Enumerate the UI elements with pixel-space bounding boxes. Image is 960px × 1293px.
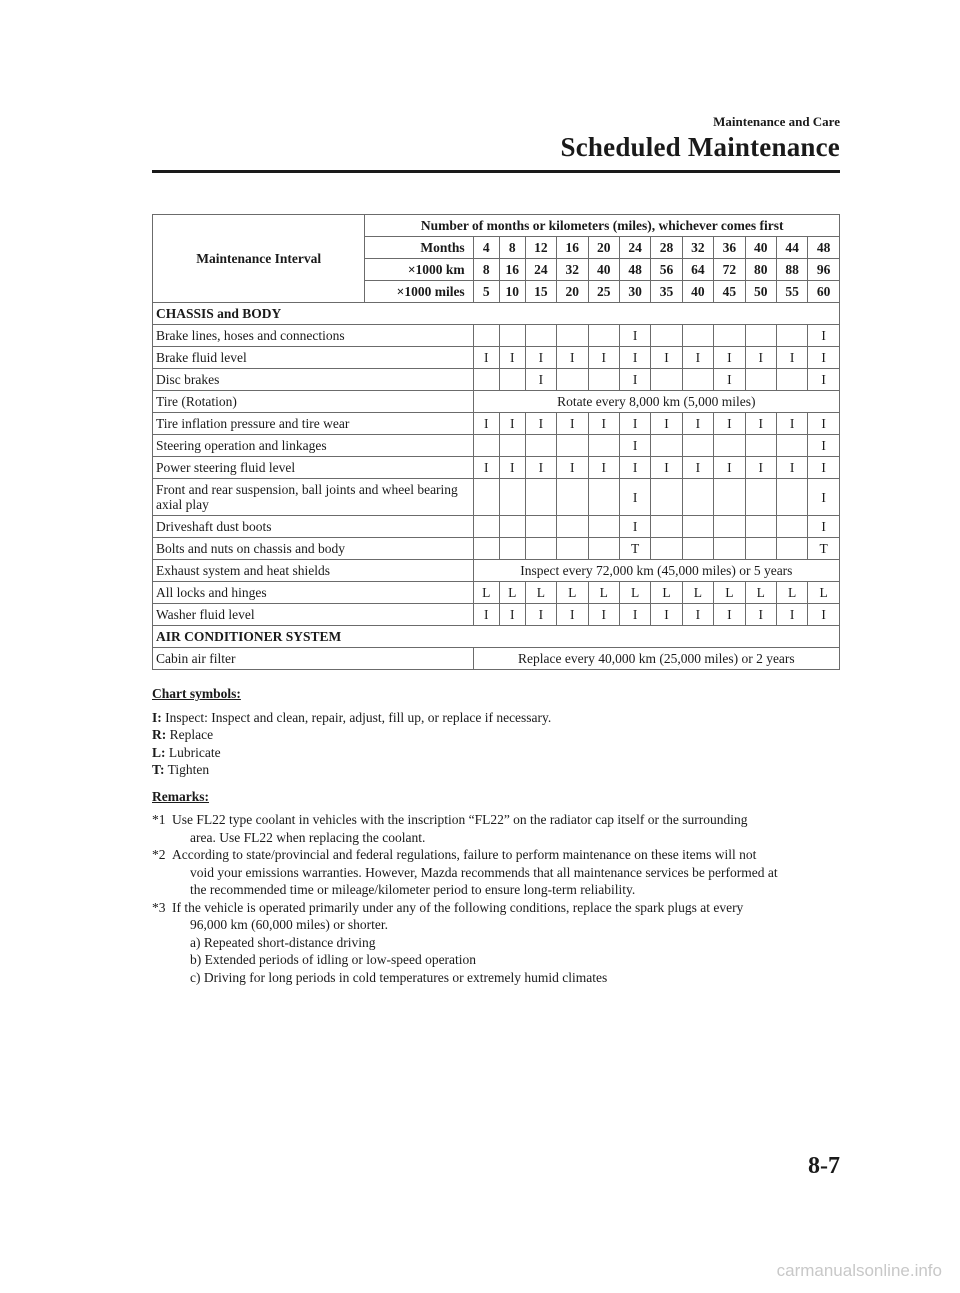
item-label: Cabin air filter (153, 648, 474, 670)
symbol-text: Lubricate (168, 744, 221, 760)
span-note: Inspect every 72,000 km (45,000 miles) or 5 years (473, 560, 839, 582)
schedule-cell (499, 369, 525, 391)
schedule-cell (473, 325, 499, 347)
schedule-cell (525, 435, 556, 457)
schedule-cell (651, 516, 682, 538)
schedule-cell: I (808, 457, 840, 479)
schedule-cell: I (776, 604, 807, 626)
table-row (153, 325, 840, 347)
schedule-cell: I (619, 325, 650, 347)
schedule-cell (588, 516, 619, 538)
schedule-cell: I (557, 413, 588, 435)
schedule-cell: I (776, 413, 807, 435)
remark-first-line: If the vehicle is operated primarily under any of the following conditions, replace the spark plugs at every (172, 899, 744, 915)
item-label: Brake fluid level (153, 347, 474, 369)
schedule-cell (651, 325, 682, 347)
schedule-cell: I (499, 604, 525, 626)
schedule-cell (651, 435, 682, 457)
schedule-cell: I (619, 347, 650, 369)
schedule-cell: L (651, 582, 682, 604)
schedule-cell: I (499, 457, 525, 479)
item-label: Front and rear suspension, ball joints and wheel bearing axial play (153, 479, 474, 516)
remark-continuation: 96,000 km (60,000 miles) or shorter. (190, 917, 388, 932)
item-label: Power steering fluid level (153, 457, 474, 479)
schedule-cell: I (557, 347, 588, 369)
remark-text (172, 899, 840, 987)
item-label: Tire inflation pressure and tire wear (153, 413, 474, 435)
symbol-key: T: (152, 762, 165, 777)
schedule-cell: L (619, 582, 650, 604)
item-label: Driveshaft dust boots (153, 516, 474, 538)
schedule-cell: L (473, 582, 499, 604)
schedule-cell (745, 538, 776, 560)
interval-value: 48 (808, 237, 840, 259)
schedule-cell (588, 325, 619, 347)
item-label: Tire (Rotation) (153, 391, 474, 413)
schedule-cell: I (557, 457, 588, 479)
interval-value: 32 (557, 259, 588, 281)
interval-value: 16 (557, 237, 588, 259)
schedule-cell: I (808, 369, 840, 391)
item-label: Steering operation and linkages (153, 435, 474, 457)
schedule-cell (473, 516, 499, 538)
schedule-cell (745, 369, 776, 391)
schedule-cell: I (808, 516, 840, 538)
schedule-cell (499, 325, 525, 347)
interval-unit: ×1000 km (365, 259, 473, 281)
schedule-cell (588, 369, 619, 391)
interval-value: 55 (776, 281, 807, 303)
schedule-cell (588, 435, 619, 457)
table-row (153, 538, 840, 560)
symbol-item (152, 709, 840, 727)
schedule-cell: I (499, 347, 525, 369)
schedule-cell: I (745, 347, 776, 369)
remark-mark: *3 (152, 899, 166, 915)
schedule-cell (776, 538, 807, 560)
schedule-cell: I (619, 369, 650, 391)
schedule-cell (588, 538, 619, 560)
schedule-cell: I (776, 457, 807, 479)
schedule-cell: I (525, 604, 556, 626)
table-row (153, 435, 840, 457)
header-rule (152, 170, 840, 173)
interval-value: 40 (682, 281, 713, 303)
schedule-cell (682, 516, 713, 538)
schedule-cell: T (808, 538, 840, 560)
schedule-cell (776, 516, 807, 538)
interval-header: Number of months or kilometers (miles), whichever comes first (365, 215, 840, 237)
interval-value: 80 (745, 259, 776, 281)
schedule-cell (714, 479, 745, 516)
remark-first-line: According to state/provincial and federal regulations, failure to perform maintenance on these items will not (172, 847, 757, 862)
interval-value: 8 (499, 237, 525, 259)
item-label: Washer fluid level (153, 604, 474, 626)
schedule-cell: L (745, 582, 776, 604)
schedule-cell: I (808, 413, 840, 435)
schedule-cell: I (619, 413, 650, 435)
schedule-cell: I (651, 347, 682, 369)
schedule-cell (776, 435, 807, 457)
interval-value: 50 (745, 281, 776, 303)
schedule-cell: I (714, 457, 745, 479)
schedule-cell (682, 435, 713, 457)
page-number: 8-7 (808, 1153, 840, 1179)
schedule-cell: I (619, 435, 650, 457)
remark-sub-item: c) Driving for long periods in cold temperatures or extremely humid climates (190, 969, 608, 985)
schedule-cell (473, 435, 499, 457)
schedule-cell: I (745, 604, 776, 626)
symbol-key: L: (152, 744, 166, 760)
schedule-cell: L (776, 582, 807, 604)
table-row (153, 582, 840, 604)
schedule-cell: I (525, 413, 556, 435)
schedule-cell: I (808, 604, 840, 626)
remark-continuation: area. Use FL22 when replacing the coolant. (190, 829, 426, 845)
symbol-key: I: (152, 709, 162, 725)
schedule-cell: L (557, 582, 588, 604)
schedule-cell (557, 538, 588, 560)
section-name: Maintenance and Care (713, 114, 840, 129)
schedule-cell: I (745, 457, 776, 479)
schedule-cell (714, 435, 745, 457)
schedule-cell: L (525, 582, 556, 604)
chart-symbols-heading: Chart symbols: (152, 686, 241, 701)
table-row (153, 648, 840, 670)
schedule-cell (588, 479, 619, 516)
schedule-cell (745, 435, 776, 457)
interval-unit: Months (365, 237, 473, 259)
interval-value: 24 (619, 237, 650, 259)
item-label: All locks and hinges (153, 582, 474, 604)
schedule-cell: L (682, 582, 713, 604)
schedule-cell (682, 369, 713, 391)
remark-sub-item: a) Repeated short-distance driving (190, 934, 376, 950)
table-row (153, 391, 840, 413)
schedule-cell: I (525, 369, 556, 391)
schedule-cell (525, 325, 556, 347)
interval-value: 60 (808, 281, 840, 303)
schedule-cell: I (682, 347, 713, 369)
interval-value: 35 (651, 281, 682, 303)
schedule-cell: I (682, 457, 713, 479)
interval-value: 32 (682, 237, 713, 259)
span-note: Rotate every 8,000 km (5,000 miles) (473, 391, 839, 413)
table-row (153, 369, 840, 391)
notes (152, 685, 840, 986)
schedule-cell (776, 325, 807, 347)
page-header (561, 114, 840, 164)
schedule-cell (745, 516, 776, 538)
schedule-cell (557, 435, 588, 457)
section-label: CHASSIS and BODY (153, 303, 840, 325)
symbol-text: Tighten (167, 762, 210, 777)
interval-value: 24 (525, 259, 556, 281)
schedule-cell: I (619, 516, 650, 538)
schedule-cell: I (619, 604, 650, 626)
schedule-cell (473, 538, 499, 560)
remark-continuation: void your emissions warranties. However, Mazda recommends that all maintenance services be performed at (190, 864, 778, 880)
table-row (153, 516, 840, 538)
section-label: AIR CONDITIONER SYSTEM (153, 626, 840, 648)
remarks-heading: Remarks: (152, 788, 209, 804)
symbol-item (152, 726, 840, 744)
interval-value: 5 (473, 281, 499, 303)
schedule-cell (776, 479, 807, 516)
table-row (153, 347, 840, 369)
schedule-cell (682, 325, 713, 347)
schedule-cell (499, 516, 525, 538)
watermark: carmanualsonline.info (776, 1261, 942, 1280)
remark-text (172, 811, 840, 846)
remark-mark: *2 (152, 847, 166, 862)
remark-item (152, 899, 840, 987)
remarks-list (152, 811, 840, 986)
interval-value: 40 (588, 259, 619, 281)
symbol-item (152, 744, 840, 762)
table-header-row (153, 215, 840, 237)
remark-item (152, 811, 840, 846)
interval-value: 8 (473, 259, 499, 281)
interval-value: 20 (588, 237, 619, 259)
span-note: Replace every 40,000 km (25,000 miles) or 2 years (473, 648, 839, 670)
interval-value: 16 (499, 259, 525, 281)
schedule-cell: I (473, 413, 499, 435)
interval-value: 88 (776, 259, 807, 281)
interval-value: 28 (651, 237, 682, 259)
schedule-cell (499, 435, 525, 457)
table-row (153, 413, 840, 435)
remark-first-line: Use FL22 type coolant in vehicles with the inscription “FL22” on the radiator cap itself or the surrounding (172, 812, 748, 827)
interval-value: 25 (588, 281, 619, 303)
schedule-cell (557, 369, 588, 391)
schedule-cell: T (619, 538, 650, 560)
item-label: Brake lines, hoses and connections (153, 325, 474, 347)
maintenance-table (152, 214, 840, 670)
item-label: Disc brakes (153, 369, 474, 391)
schedule-cell: I (808, 347, 840, 369)
symbol-key: R: (152, 727, 167, 742)
schedule-cell: I (808, 435, 840, 457)
schedule-cell: I (714, 604, 745, 626)
interval-value: 45 (714, 281, 745, 303)
schedule-cell: I (808, 325, 840, 347)
interval-value: 4 (473, 237, 499, 259)
schedule-cell: I (745, 413, 776, 435)
interval-value: 64 (682, 259, 713, 281)
schedule-cell: L (714, 582, 745, 604)
page-title: Scheduled Maintenance (560, 132, 840, 162)
chart-symbols-list (152, 709, 840, 779)
section-row (153, 303, 840, 325)
schedule-cell: I (525, 347, 556, 369)
interval-value: 30 (619, 281, 650, 303)
schedule-cell: I (776, 347, 807, 369)
symbol-text: Inspect: Inspect and clean, repair, adjust, fill up, or replace if necessary. (165, 709, 552, 725)
schedule-cell: L (588, 582, 619, 604)
schedule-cell: I (682, 604, 713, 626)
schedule-cell: I (651, 413, 682, 435)
interval-value: 44 (776, 237, 807, 259)
schedule-cell: I (714, 413, 745, 435)
remark-sub-item: b) Extended periods of idling or low-speed operation (190, 952, 477, 967)
interval-value: 72 (714, 259, 745, 281)
schedule-cell (714, 538, 745, 560)
table-row (153, 560, 840, 582)
schedule-cell (714, 516, 745, 538)
remark-mark: *1 (152, 812, 166, 827)
table-row (153, 604, 840, 626)
schedule-cell (499, 479, 525, 516)
symbol-text: Replace (169, 727, 214, 742)
remark-item (152, 846, 840, 899)
schedule-cell (525, 538, 556, 560)
schedule-cell: I (525, 457, 556, 479)
remark-text (172, 846, 840, 899)
schedule-cell: I (588, 604, 619, 626)
schedule-cell: L (499, 582, 525, 604)
schedule-cell: I (651, 604, 682, 626)
schedule-cell (473, 369, 499, 391)
schedule-cell: I (714, 369, 745, 391)
schedule-cell: I (473, 604, 499, 626)
maintenance-table-body (153, 215, 840, 670)
schedule-cell (682, 479, 713, 516)
table-row (153, 479, 840, 516)
symbol-item (152, 761, 840, 779)
schedule-cell: I (557, 604, 588, 626)
table-row (153, 457, 840, 479)
schedule-cell (745, 325, 776, 347)
schedule-cell (499, 538, 525, 560)
schedule-cell (714, 325, 745, 347)
schedule-cell: I (499, 413, 525, 435)
interval-value: 96 (808, 259, 840, 281)
schedule-cell (557, 325, 588, 347)
schedule-cell (651, 369, 682, 391)
remark-continuation: the recommended time or mileage/kilometer period to ensure long-term reliability. (190, 882, 636, 897)
interval-value: 12 (525, 237, 556, 259)
schedule-cell (557, 516, 588, 538)
schedule-cell (525, 479, 556, 516)
interval-value: 40 (745, 237, 776, 259)
schedule-cell (682, 538, 713, 560)
schedule-cell: I (473, 457, 499, 479)
interval-value: 20 (557, 281, 588, 303)
interval-label: Maintenance Interval (153, 215, 365, 303)
interval-value: 15 (525, 281, 556, 303)
interval-value: 10 (499, 281, 525, 303)
schedule-cell: I (619, 479, 650, 516)
schedule-cell (745, 479, 776, 516)
schedule-cell (525, 516, 556, 538)
section-row (153, 626, 840, 648)
schedule-cell: I (588, 347, 619, 369)
interval-value: 36 (714, 237, 745, 259)
interval-value: 48 (619, 259, 650, 281)
schedule-cell: I (808, 479, 840, 516)
schedule-cell: L (808, 582, 840, 604)
schedule-cell (473, 479, 499, 516)
schedule-cell: I (588, 457, 619, 479)
schedule-cell: I (588, 413, 619, 435)
schedule-cell: I (682, 413, 713, 435)
schedule-cell (651, 538, 682, 560)
schedule-cell: I (619, 457, 650, 479)
item-label: Exhaust system and heat shields (153, 560, 474, 582)
interval-value: 56 (651, 259, 682, 281)
schedule-cell: I (651, 457, 682, 479)
schedule-cell (651, 479, 682, 516)
item-label: Bolts and nuts on chassis and body (153, 538, 474, 560)
schedule-cell (776, 369, 807, 391)
schedule-cell (557, 479, 588, 516)
schedule-cell: I (714, 347, 745, 369)
schedule-cell: I (473, 347, 499, 369)
interval-unit: ×1000 miles (365, 281, 473, 303)
